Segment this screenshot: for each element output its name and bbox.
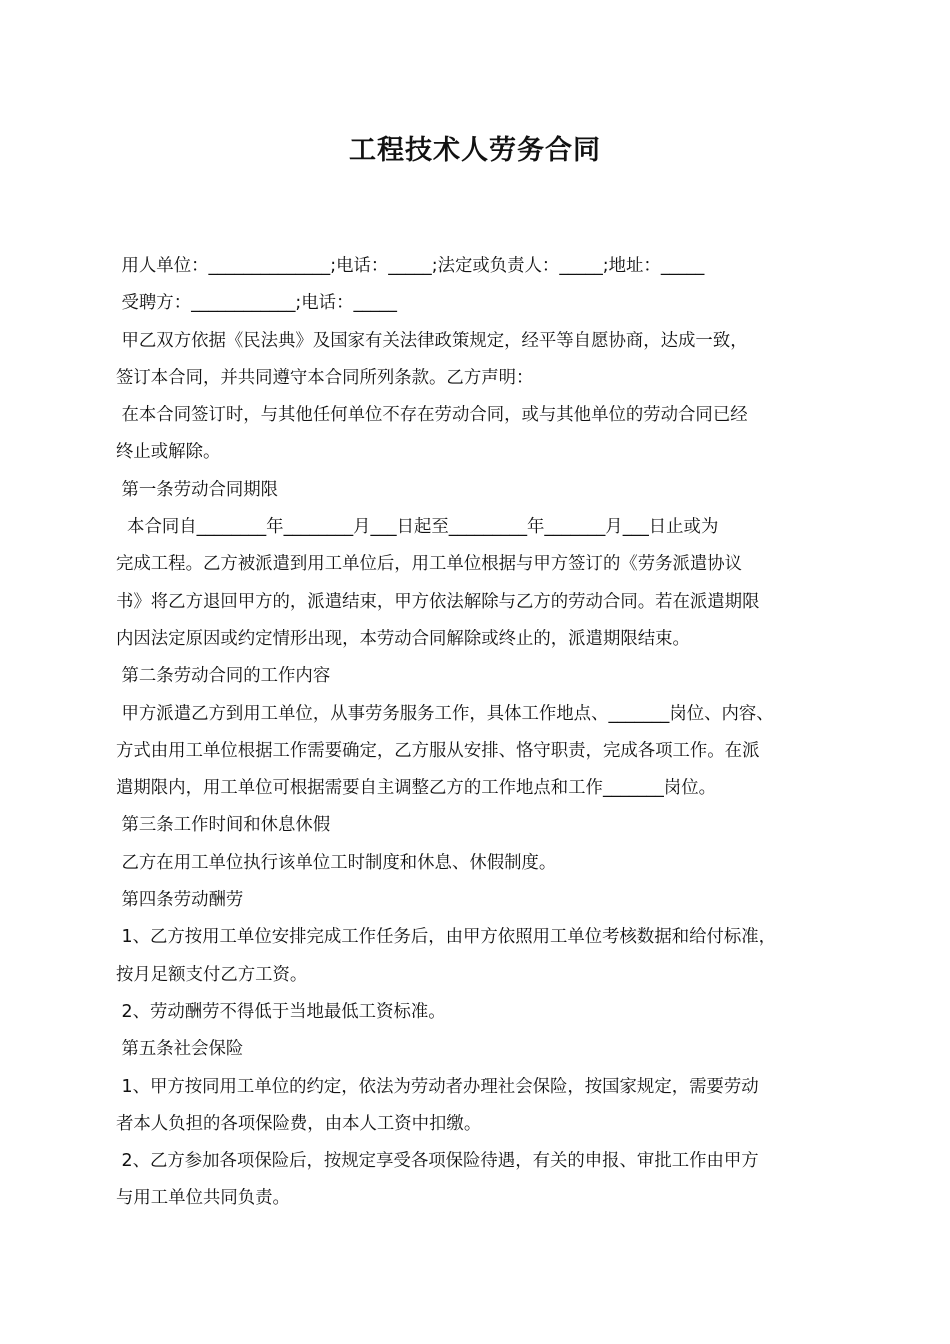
party-b-info-line: 受聘方：____________;电话：_____: [116, 293, 397, 314]
paragraph-line: 方式由用工单位根据工作需要确定，乙方服从安排、恪守职责，完成各项工作。在派: [116, 740, 760, 761]
paragraph-line: 1、乙方按用工单位安排完成工作任务后，由甲方依照用工单位考核数据和给付标准，: [116, 927, 777, 948]
article-heading: 第一条劳动合同期限: [116, 479, 279, 500]
paragraph-line: 2、乙方参加各项保险后，按规定享受各项保险待遇，有关的申报、审批工作由甲方: [116, 1151, 759, 1172]
article-heading: 第二条劳动合同的工作内容: [116, 666, 331, 687]
preamble-line: 甲乙双方依据《民法典》及国家有关法律政策规定，经平等自愿协商，达成一致，: [116, 330, 748, 351]
article-heading: 第五条社会保险: [116, 1039, 244, 1060]
document-body: [116, 248, 848, 1218]
paragraph-line: 1、甲方按同用工单位的约定，依法为劳动者办理社会保险，按国家规定，需要劳动: [116, 1076, 759, 1097]
declaration-line: 在本合同签订时，与其他任何单位不存在劳动合同，或与其他单位的劳动合同已经: [116, 405, 748, 426]
article-heading: 第四条劳动酬劳: [116, 890, 244, 911]
article-heading: 第三条工作时间和休息休假: [116, 815, 331, 836]
paragraph-line: 遣期限内，用工单位可根据需要自主调整乙方的工作地点和工作_______岗位。: [116, 778, 716, 799]
preamble-line: 签订本合同，并共同遵守本合同所列条款。乙方声明：: [116, 367, 534, 388]
paragraph-line: 按月足额支付乙方工资。: [116, 964, 308, 985]
paragraph-line: 与用工单位共同负责。: [116, 1188, 290, 1209]
party-a-info-line: 用人单位：______________;电话：_____;法定或负责人：_____;地址：_____: [116, 256, 705, 276]
paragraph-line: 者本人负担的各项保险费，由本人工资中扣缴。: [116, 1113, 482, 1134]
declaration-line: 终止或解除。: [116, 442, 221, 463]
paragraph-line: 2、劳动酬劳不得低于当地最低工资标准。: [116, 1001, 446, 1022]
paragraph-line: 书》将乙方退回甲方的，派遣结束，甲方依法解除与乙方的劳动合同。若在派遣期限: [116, 591, 760, 612]
paragraph-line: 本合同自________年________月___日起至_________年_______月___日止或为: [116, 517, 719, 538]
paragraph-line: 内因法定原因或约定情形出现，本劳动合同解除或终止的，派遣期限结束。: [116, 628, 690, 649]
document-title: 工程技术人劳务合同: [349, 135, 601, 166]
paragraph-line: 乙方在用工单位执行该单位工时制度和休息、休假制度。: [116, 852, 557, 873]
paragraph-line: 甲方派遣乙方到用工单位，从事劳务服务工作，具体工作地点、_______岗位、内容、: [116, 703, 774, 724]
paragraph-line: 完成工程。乙方被派遣到用工单位后，用工单位根据与甲方签订的《劳务派遣协议: [116, 554, 743, 575]
